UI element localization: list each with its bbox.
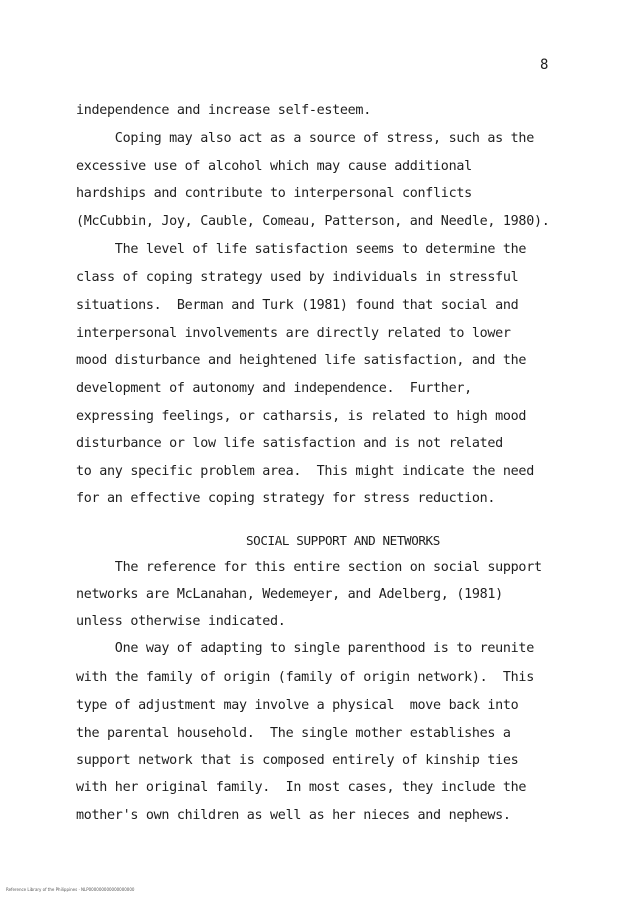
text-line: with her original family. In most cases, they include the	[76, 780, 527, 795]
page-number: 8	[540, 57, 549, 73]
text-line: (McCubbin, Joy, Cauble, Comeau, Patterson, and Needle, 1980).	[76, 214, 550, 229]
text-line: unless otherwise indicated.	[76, 614, 286, 629]
text-line: The reference for this entire section on social support	[76, 560, 542, 575]
text-line: One way of adapting to single parenthood is to reunite	[76, 641, 534, 656]
text-line: independence and increase self-esteem.	[76, 103, 371, 118]
text-line: the parental household. The single mother establishes a	[76, 726, 511, 741]
text-line: excessive use of alcohol which may cause additional	[76, 159, 472, 174]
section-heading: SOCIAL SUPPORT AND NETWORKS	[246, 533, 440, 548]
text-line: to any specific problem area. This might indicate the need	[76, 464, 534, 479]
text-line: with the family of origin (family of origin network). This	[76, 670, 534, 685]
text-line: disturbance or low life satisfaction and is not related	[76, 436, 503, 451]
text-line: support network that is composed entirely of kinship ties	[76, 753, 519, 768]
text-line: class of coping strategy used by individuals in stressful	[76, 270, 519, 285]
text-line: situations. Berman and Turk (1981) found that social and	[76, 298, 519, 313]
text-line: development of autonomy and independence. Further,	[76, 381, 472, 396]
text-line: networks are McLanahan, Wedemeyer, and Adelberg, (1981)	[76, 587, 503, 602]
text-line: Coping may also act as a source of stress, such as the	[76, 131, 534, 146]
text-line: The level of life satisfaction seems to determine the	[76, 242, 527, 257]
text-line: expressing feelings, or catharsis, is related to high mood	[76, 409, 527, 424]
archive-footer: Reference Library of the Philippines · NLP000000000000000000	[6, 887, 135, 892]
text-line: for an effective coping strategy for stress reduction.	[76, 491, 496, 506]
text-line: interpersonal involvements are directly related to lower	[76, 326, 511, 341]
text-line: type of adjustment may involve a physical move back into	[76, 698, 519, 713]
text-line: hardships and contribute to interpersonal conflicts	[76, 186, 472, 201]
text-line: mood disturbance and heightened life satisfaction, and the	[76, 353, 527, 368]
text-line: mother's own children as well as her nieces and nephews.	[76, 808, 511, 823]
